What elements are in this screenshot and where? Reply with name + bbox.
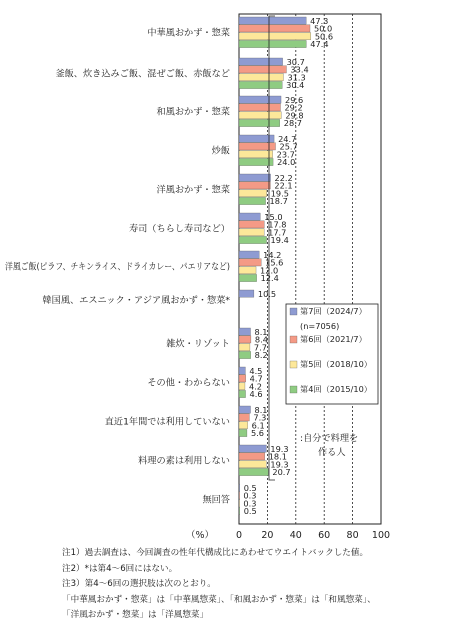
value-label: 12.0	[260, 265, 279, 276]
bar	[239, 453, 265, 460]
bar	[239, 251, 259, 258]
value-label: 4.2	[248, 381, 262, 392]
legend-label: 第6回（2021/7）	[300, 334, 367, 344]
value-label: 4.5	[249, 365, 263, 376]
value-label: 18.7	[269, 196, 288, 207]
value-label: 33.4	[290, 64, 309, 75]
category-label: 無回答	[202, 494, 230, 506]
value-label: 24.7	[278, 133, 297, 144]
footnote: 注1）過去調査は、今回調査の性年代構成比にあわせてウエイトバックした値。	[62, 548, 369, 558]
footnote: 注3）第4～6回の選択肢は次のとおり。	[62, 579, 216, 590]
category-label: 韓国風、エスニック・アジア風おかず・惣菜*	[42, 295, 230, 306]
bracket-note-line: 作る人	[318, 447, 346, 458]
value-label: 8.2	[254, 350, 268, 361]
bar	[239, 104, 280, 111]
bar	[239, 390, 246, 397]
legend-sample-size: (n=7056)	[300, 321, 340, 331]
x-tick-label: 100	[371, 530, 391, 541]
footnote: 「中華風おかず・惣菜」は「中華風惣菜」、「和風おかず・惣菜」は「和風惣菜」、	[62, 594, 376, 605]
category-label: 炒飯	[211, 145, 230, 157]
bar	[239, 484, 240, 491]
legend	[286, 304, 378, 404]
category-label: 洋風ご飯(ピラフ、チキンライス、ドライカレー、パエリアなど)	[5, 261, 268, 273]
bar	[239, 414, 249, 421]
footnote: 注2）*は第4～6回にはない。	[62, 563, 178, 574]
value-label: 4.6	[249, 389, 263, 400]
bar	[239, 213, 260, 220]
value-label: 29.8	[285, 110, 304, 121]
value-label: 4.7	[249, 373, 263, 384]
category-label: 洋風おかず・惣菜	[156, 184, 230, 196]
bar	[239, 229, 264, 236]
value-label: 50.6	[314, 31, 334, 42]
value-label: 18.1	[268, 451, 287, 462]
bracket-note	[269, 16, 358, 480]
value-label: 0.5	[243, 506, 257, 517]
category-label: 中華風おかず・惣菜	[147, 27, 230, 39]
bar	[239, 81, 282, 88]
value-label: 6.1	[251, 420, 265, 431]
bar	[239, 406, 251, 413]
bar	[239, 174, 271, 181]
legend-swatch	[290, 386, 297, 393]
x-tick-label: 40	[289, 530, 302, 541]
bar	[239, 500, 240, 507]
bar	[239, 429, 247, 436]
bar	[239, 158, 273, 165]
value-label: 17.8	[268, 219, 287, 230]
bar	[239, 507, 240, 514]
value-label: 28.7	[283, 118, 302, 129]
bar	[239, 190, 267, 197]
x-tick-label: 20	[261, 530, 274, 541]
category-label: 和風おかず・惣菜	[156, 106, 230, 118]
legend-swatch	[290, 336, 297, 343]
value-label: 10.5	[257, 288, 277, 299]
bar	[239, 182, 270, 189]
value-label: 30.7	[286, 56, 305, 67]
bar	[239, 290, 254, 297]
value-label: 23.7	[276, 149, 295, 160]
footnote: 「洋風おかず・惣菜」は「洋風惣菜」	[62, 610, 209, 621]
value-label: 19.3	[270, 443, 289, 454]
bar	[239, 336, 251, 343]
bar	[239, 143, 275, 150]
bar	[239, 33, 311, 40]
bar	[239, 236, 267, 243]
bar	[239, 197, 266, 204]
bar	[239, 40, 306, 47]
value-label: 8.4	[254, 334, 268, 345]
bar	[239, 461, 266, 468]
value-label: 19.4	[270, 235, 289, 246]
value-label: 8.1	[254, 404, 268, 415]
bracket-note-line: :自分で料理を	[300, 433, 359, 444]
value-label: 7.3	[253, 412, 267, 423]
value-label: 29.6	[285, 94, 304, 105]
legend-label: 第4回（2015/10）	[300, 384, 372, 394]
legend-label: 第5回（2018/10）	[300, 359, 372, 369]
category-label: 料理の素は利用しない	[138, 455, 230, 467]
value-label: 47.3	[310, 15, 329, 26]
value-label: 47.4	[310, 39, 329, 50]
value-label: 19.5	[270, 188, 289, 199]
value-label: 8.1	[254, 326, 268, 337]
legend-swatch	[290, 308, 297, 315]
x-axis-ticks	[186, 530, 390, 541]
bar	[239, 468, 268, 475]
bar	[239, 221, 264, 228]
legend-label: 第7回（2024/7）	[300, 306, 367, 316]
value-label: 20.7	[272, 467, 291, 478]
category-label: 寿司（ちらし寿司など）	[128, 223, 230, 235]
bar	[239, 344, 250, 351]
bar	[239, 25, 310, 32]
value-label: 17.7	[268, 227, 287, 238]
value-label: 12.4	[260, 273, 279, 284]
value-label: 25.7	[279, 141, 298, 152]
value-label: 0.3	[243, 498, 257, 509]
value-label: 24.0	[277, 157, 296, 168]
bar	[239, 151, 273, 158]
bar	[239, 328, 251, 335]
x-tick-label: 0	[235, 530, 243, 541]
value-label: 0.3	[243, 490, 257, 501]
bar	[239, 58, 283, 65]
category-label: 雑炊・リゾット	[166, 338, 230, 350]
value-label: 22.1	[274, 180, 293, 191]
bar	[239, 351, 251, 358]
bar	[239, 96, 281, 103]
x-tick-label: 60	[318, 530, 331, 541]
bar	[239, 66, 286, 73]
value-label: 31.3	[287, 72, 306, 83]
bar	[239, 422, 248, 429]
bar	[239, 375, 246, 382]
value-label: 50.0	[314, 23, 333, 34]
footnotes	[62, 546, 452, 624]
bar	[239, 17, 306, 24]
value-label: 29.2	[284, 102, 303, 113]
value-label: 15.0	[264, 211, 283, 222]
value-label: 30.4	[286, 80, 305, 91]
bar	[239, 274, 257, 281]
value-label: 14.2	[263, 249, 282, 260]
value-label: 0.5	[243, 482, 257, 493]
value-label: 22.2	[274, 172, 293, 183]
bar	[239, 367, 245, 374]
legend-swatch	[290, 361, 297, 368]
category-label: その他・わからない	[147, 377, 230, 389]
x-unit-label: （%）	[185, 530, 215, 541]
bar	[239, 74, 283, 81]
category-label: 直近1年間では利用していない	[104, 416, 230, 428]
value-label: 19.3	[270, 459, 289, 470]
bar	[239, 267, 256, 274]
bar	[239, 259, 261, 266]
bar	[239, 119, 280, 126]
value-label: 15.6	[265, 257, 284, 268]
bar	[239, 383, 245, 390]
x-tick-label: 80	[346, 530, 359, 541]
category-label: 釜飯、炊き込みご飯、混ぜご飯、赤飯など	[55, 68, 230, 80]
bar	[239, 112, 281, 119]
value-label: 5.6	[250, 428, 264, 439]
bar	[239, 492, 240, 499]
bar	[239, 445, 266, 452]
value-label: 7.7	[253, 342, 267, 353]
